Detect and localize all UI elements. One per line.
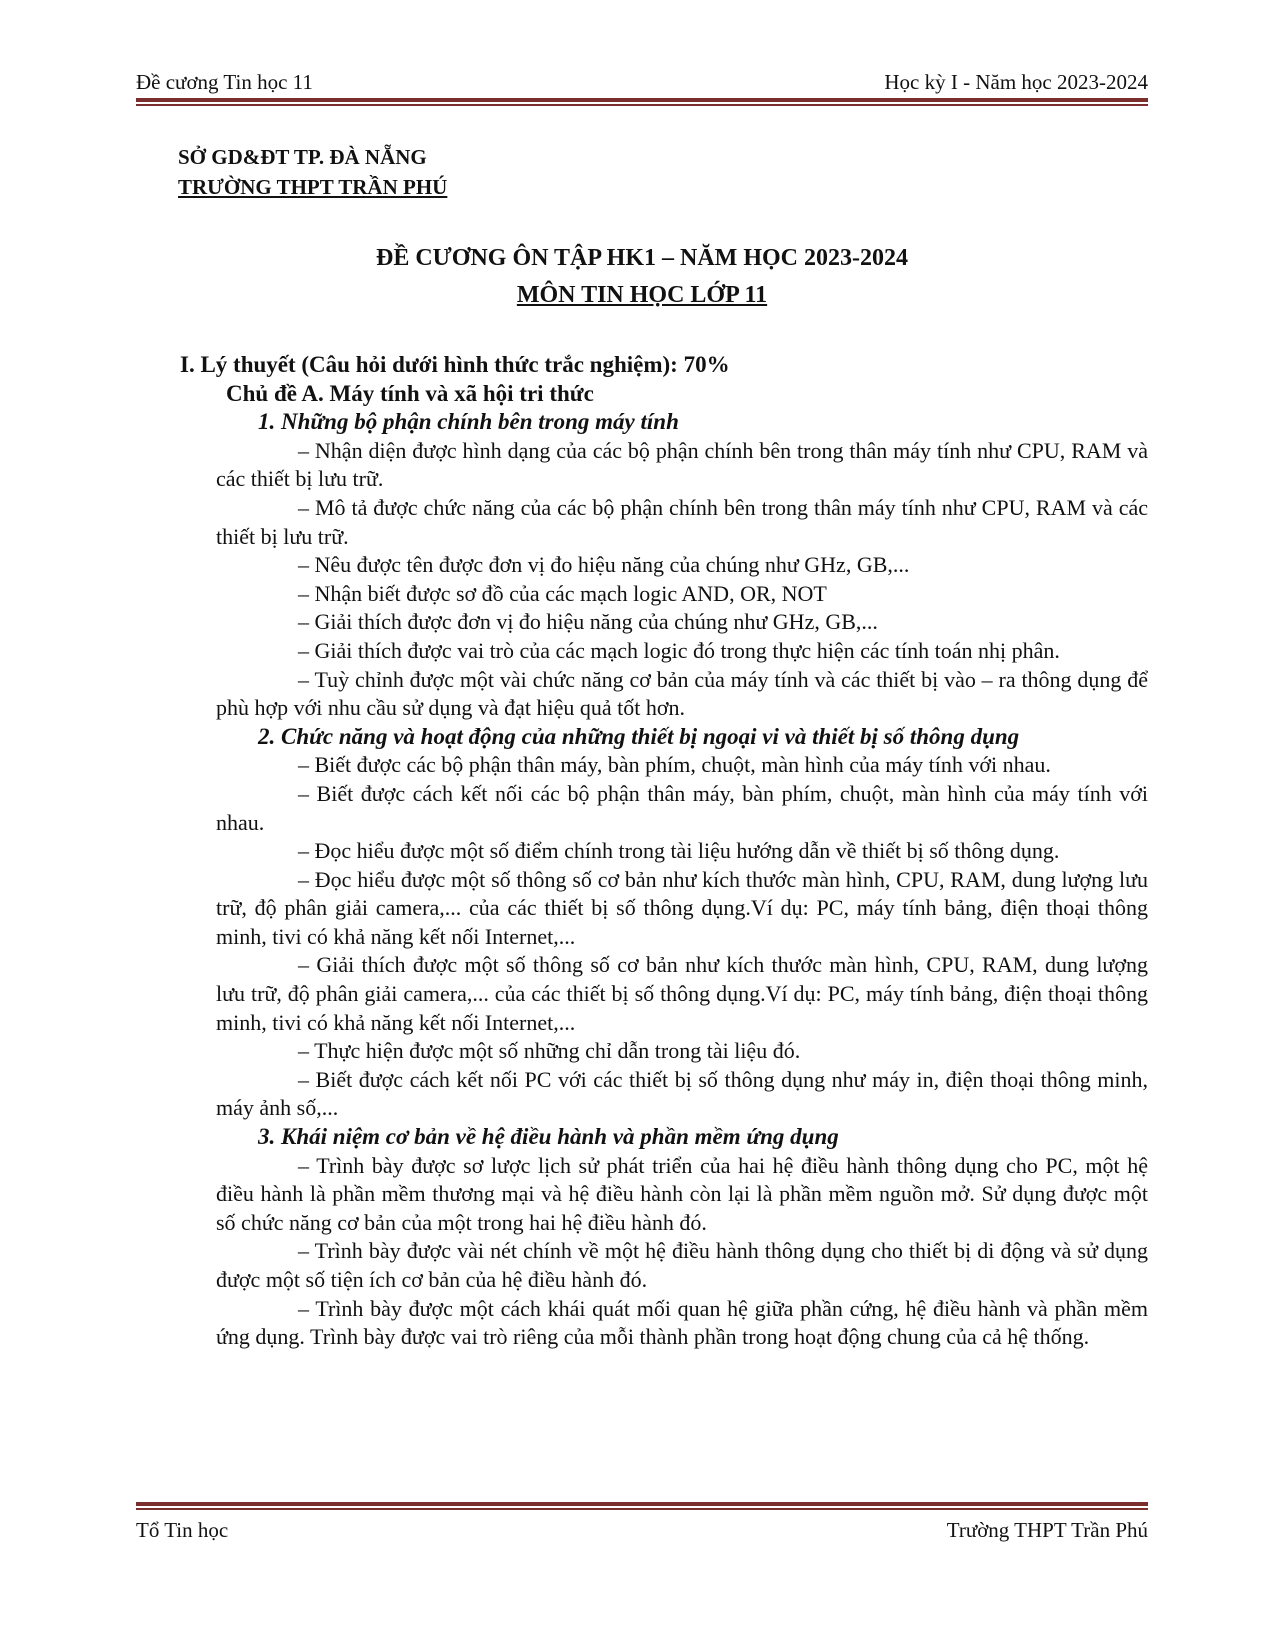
title-line-1: ĐỀ CƯƠNG ÔN TẬP HK1 – NĂM HỌC 2023-2024 xyxy=(376,245,908,271)
school-name: TRƯỜNG THPT TRẦN PHÚ xyxy=(178,175,448,199)
subsection-heading: 2. Chức năng và hoạt động của những thiết bị ngoại vi và thiết bị số thông dụng xyxy=(258,723,1020,749)
organization-block xyxy=(178,142,447,202)
document-body xyxy=(180,351,1148,1352)
list-item: – Mô tả được chức năng của các bộ phận chính bên trong thân máy tính như CPU, RAM và các thiết bị lưu trữ. xyxy=(216,494,1148,549)
list-item: – Thực hiện được một số những chỉ dẫn trong tài liệu đó. xyxy=(298,1038,801,1064)
list-item: – Đọc hiểu được một số điểm chính trong tài liệu hướng dẫn về thiết bị số thông dụng. xyxy=(298,838,1060,864)
list-item: – Biết được cách kết nối các bộ phận thân máy, bàn phím, chuột, màn hình của máy tính với nhau. xyxy=(216,780,1148,835)
subsection-heading: 1. Những bộ phận chính bên trong máy tính xyxy=(258,409,679,435)
list-item: – Nhận biết được sơ đồ của các mạch logic AND, OR, NOT xyxy=(298,580,827,606)
topic-heading: Chủ đề A. Máy tính và xã hội tri thức xyxy=(226,380,594,406)
header-left: Đề cương Tin học 11 xyxy=(136,70,313,94)
list-item: – Nêu được tên được đơn vị đo hiệu năng của chúng như GHz, GB,... xyxy=(298,552,910,578)
title-line-2: MÔN TIN HỌC LỚP 11 xyxy=(516,282,768,308)
footer-left: Tổ Tin học xyxy=(136,1518,229,1542)
header-right: Học kỳ I - Năm học 2023-2024 xyxy=(884,70,1148,94)
list-item: – Biết được cách kết nối PC với các thiết bị số thông dụng như máy in, điện thoại thông minh, máy ảnh số,... xyxy=(216,1066,1148,1121)
department-name: SỞ GD&ĐT TP. ĐÀ NẴNG xyxy=(178,145,427,169)
header-rule xyxy=(136,98,1148,106)
list-item: – Biết được các bộ phận thân máy, bàn phím, chuột, màn hình của máy tính với nhau. xyxy=(298,752,1051,778)
list-item: – Đọc hiểu được một số thông số cơ bản như kích thước màn hình, CPU, RAM, dung lượng lưu trữ, độ phân giải camera,... của các thiết bị số thông dụng.Ví dụ: PC, máy tính bảng, điện thoại thông minh, tivi có khả năng kết nối Internet,... xyxy=(216,866,1148,949)
list-item: – Trình bày được vài nét chính về một hệ điều hành thông dụng cho thiết bị di động và sử dụng được một số tiện ích cơ bản của hệ điều hành đó. xyxy=(216,1238,1148,1292)
list-item: – Giải thích được một số thông số cơ bản như kích thước màn hình, CPU, RAM, dung lượng lưu trữ, độ phân giải camera,... của các thiết bị số thông dụng.Ví dụ: PC, máy tính bảng, điện thoại thông minh, tivi có khả năng kết nối Internet,... xyxy=(216,952,1148,1035)
page-footer xyxy=(136,1518,1148,1543)
list-item: – Nhận diện được hình dạng của các bộ phận chính bên trong thân máy tính như CPU, RAM và các thiết bị lưu trữ. xyxy=(216,437,1148,492)
subsection-heading: 3. Khái niệm cơ bản về hệ điều hành và phần mềm ứng dụng xyxy=(258,1124,839,1150)
footer-right: Trường THPT Trần Phú xyxy=(946,1518,1148,1542)
document-title xyxy=(136,240,1148,314)
list-item: – Tuỳ chỉnh được một vài chức năng cơ bản của máy tính và các thiết bị vào – ra thông dụng để phù hợp với nhu cầu sử dụng và đạt hiệu quả tốt hơn. xyxy=(216,666,1148,721)
footer-rule xyxy=(136,1502,1148,1510)
list-item: – Trình bày được sơ lược lịch sử phát triển của hai hệ điều hành thông dụng cho PC, một hệ điều hành là phần mềm thương mại và hệ điều hành còn lại là phần mềm nguồn mở. Sử dụng được một số chức năng cơ bản của một trong hai hệ điều hành đó. xyxy=(216,1152,1148,1235)
list-item: – Giải thích được đơn vị đo hiệu năng của chúng như GHz, GB,... xyxy=(298,609,878,635)
page-header xyxy=(136,70,1148,95)
list-item: – Giải thích được vai trò của các mạch logic đó trong thực hiện các tính toán nhị phân. xyxy=(298,637,1060,663)
section-heading: I. Lý thuyết (Câu hỏi dưới hình thức trắc nghiệm): 70% xyxy=(180,352,730,377)
list-item: – Trình bày được một cách khái quát mối quan hệ giữa phần cứng, hệ điều hành và phần mềm ứng dụng. Trình bày được vai trò riêng của mỗi thành phần trong hoạt động chung của cả hệ thống. xyxy=(216,1295,1148,1350)
